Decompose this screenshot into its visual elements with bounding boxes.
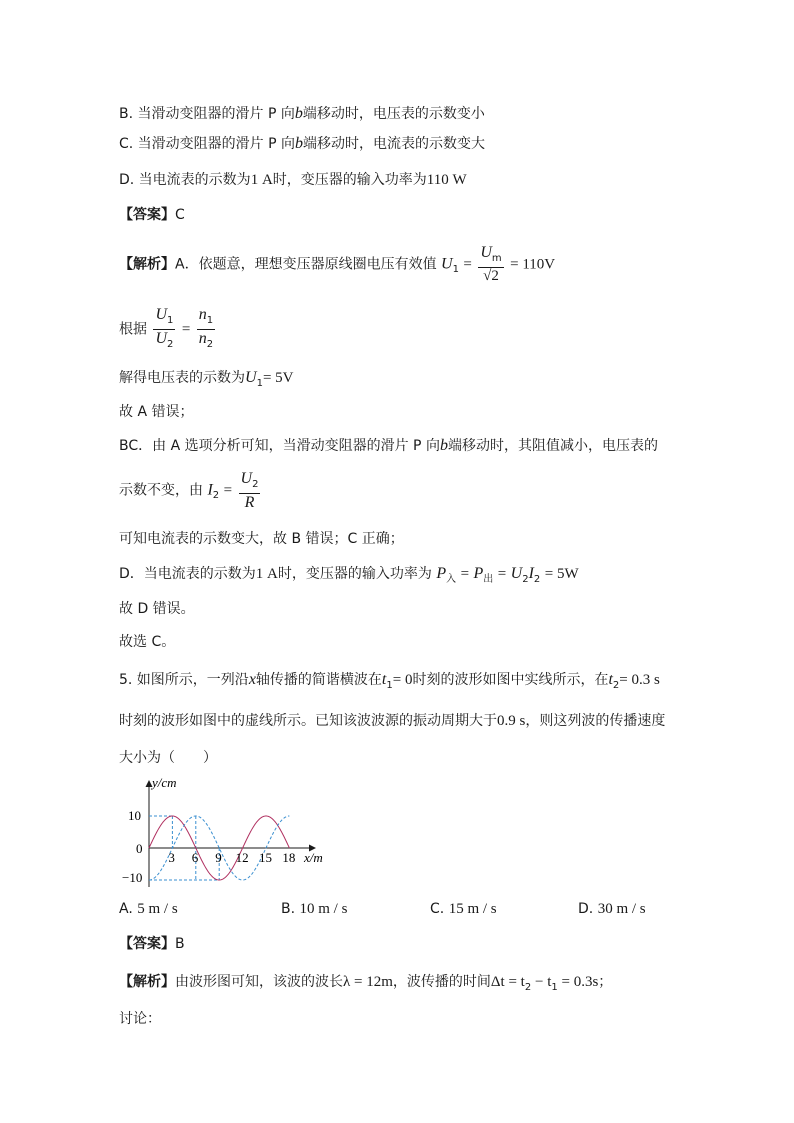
- power-value: 110 W: [426, 172, 467, 188]
- answer-value: B: [175, 936, 185, 952]
- by-text: 根据: [119, 321, 147, 338]
- option-d-statement: [119, 170, 467, 190]
- eq-sub: 2: [212, 490, 220, 502]
- choice-d-value: 30 m / s: [597, 901, 646, 917]
- answer-label: 【答案】: [119, 936, 175, 952]
- eq-sub: 2: [612, 679, 620, 691]
- choice-c-value: 15 m / s: [448, 901, 497, 917]
- eq-result: = 5W: [544, 566, 579, 582]
- answer-label: 【答案】: [119, 207, 175, 223]
- eq-equals: =: [497, 566, 507, 582]
- var-b: b: [295, 135, 304, 152]
- d-wrong-line: 故 D 错误。: [119, 601, 195, 617]
- analysis-a-text: A．依题意，理想变压器原线圈电压有效值: [175, 256, 437, 273]
- eq-value: = 0: [392, 672, 413, 688]
- q5-text: 时刻的波形如图中的虚线所示。已知该波波源的振动周期大于: [119, 713, 497, 729]
- analysis-a-line: [119, 244, 555, 287]
- eq-u: U: [240, 470, 253, 487]
- eq-value: = 0.3 s: [619, 672, 660, 688]
- q5-line3: 大小为（ ）: [119, 750, 217, 766]
- x-tick-9: 9: [215, 850, 222, 865]
- eq-p: P: [436, 565, 447, 582]
- option-d-text: D. 当电流表的示数为: [119, 172, 251, 188]
- eq-sub: 1: [386, 679, 393, 691]
- eq-sub: 1: [256, 377, 263, 389]
- choice-c[interactable]: [430, 901, 497, 918]
- eq-p: P: [473, 565, 484, 582]
- y-tick-0: 0: [136, 841, 143, 856]
- bc-end: 端移动时，其阻值减小，电压表的: [447, 438, 658, 454]
- current-value: 1 A: [255, 566, 278, 582]
- bc2-text: 示数不变，由: [119, 482, 203, 499]
- var-b: b: [439, 437, 448, 454]
- choice-b[interactable]: [281, 901, 347, 918]
- eq-sub: 2: [167, 338, 174, 350]
- x-tick-6: 6: [191, 850, 199, 865]
- eq-minus-t: − t: [531, 974, 552, 990]
- option-c-statement: [119, 134, 485, 154]
- d2-mid: 时，变压器的输入功率为: [277, 566, 432, 582]
- choice-a-label: A.: [119, 901, 133, 917]
- wave-graph: [110, 775, 350, 895]
- solve-text: 解得电压表的示数为: [119, 370, 245, 386]
- eq-sub: 1: [167, 314, 174, 326]
- q5-text: 轴传播的简谐横波在: [255, 672, 382, 688]
- analysis2-text: 由波形图可知，该波的波长: [175, 974, 343, 990]
- x-tick-18: 18: [282, 850, 296, 865]
- var-x: x: [248, 671, 256, 688]
- eq-u1: U: [245, 369, 257, 386]
- choice-a[interactable]: [119, 901, 178, 918]
- eq-sub: 入: [446, 573, 457, 585]
- option-b-end: 端移动时，电压表的示数变小: [302, 106, 485, 122]
- eq-result: = 0.3s: [557, 974, 599, 990]
- answer-line: [119, 205, 185, 225]
- option-b-statement: [119, 104, 485, 124]
- eq-result: = 5V: [262, 370, 294, 386]
- solve-line: [119, 368, 293, 394]
- option-c-end: 端移动时，电流表的示数变大: [303, 136, 486, 152]
- discuss-line: 讨论：: [119, 1011, 161, 1027]
- fraction-u2-r: [239, 470, 261, 511]
- fraction-um-root2: [478, 244, 503, 285]
- bc-text: BC．由 A 选项分析可知，当滑动变阻器的滑片 P 向: [119, 438, 440, 454]
- period-value: 0.9 s: [497, 713, 526, 729]
- choice-a-value: 5 m / s: [137, 901, 178, 917]
- x-tick-15: 15: [259, 850, 272, 865]
- bc3-line: 可知电流表的示数变大，故 B 错误；C 正确；: [119, 531, 404, 547]
- ratio-line: [119, 306, 217, 353]
- fraction-u1-u2: [153, 306, 175, 353]
- x-tick-12: 12: [235, 850, 249, 865]
- eq-result: = 110V: [510, 256, 556, 273]
- eq-u: U: [510, 565, 523, 582]
- analysis-label: 【解析】: [119, 256, 175, 273]
- y-axis-label: [150, 775, 177, 790]
- eq-sub: 2: [206, 338, 214, 350]
- eq-u: U: [155, 306, 168, 323]
- eq-equals: =: [460, 566, 470, 582]
- eq-n: n: [198, 306, 207, 323]
- eq-sub: 1: [206, 314, 214, 326]
- choose-line: 故选 C。: [119, 634, 176, 650]
- a-wrong-line: 故 A 错误；: [119, 404, 194, 420]
- eq-equals: =: [463, 256, 472, 273]
- x-axis-label: x/m: [304, 850, 323, 865]
- q5-text: ，则这列波的传播速度: [525, 713, 666, 729]
- option-d-mid: 时，变压器的输入功率为: [272, 172, 427, 188]
- eq-root2: √2: [483, 267, 499, 284]
- eq-um: U: [480, 244, 492, 261]
- x-tick-3: 3: [168, 850, 175, 865]
- analysis-label: 【解析】: [119, 974, 175, 990]
- answer2-line: [119, 934, 185, 954]
- d2-line: [119, 564, 579, 590]
- eq-sub: 2: [533, 573, 541, 585]
- var-b: b: [294, 105, 303, 122]
- eq-i2: I: [207, 481, 213, 499]
- eq-sub: 出: [483, 573, 494, 585]
- bc-line: [119, 436, 658, 456]
- answer-value: C: [175, 207, 185, 223]
- analysis2-end: ；: [598, 974, 613, 990]
- choice-c-label: C.: [430, 901, 445, 917]
- eq-i: I: [528, 565, 534, 582]
- analysis2-line: [119, 972, 612, 998]
- analysis2-text: ，波传播的时间: [392, 974, 491, 990]
- eq-u: U: [155, 329, 168, 347]
- current-value: 1 A: [250, 172, 273, 188]
- d2-text: D．当电流表的示数为: [119, 566, 256, 582]
- choice-d[interactable]: [578, 901, 646, 918]
- eq-t2: t: [608, 671, 613, 688]
- eq-sub: 2: [524, 981, 532, 993]
- eq-dt: Δt = t: [490, 974, 525, 990]
- q5-text: 5. 如图所示，一列沿: [119, 672, 249, 688]
- choice-b-label: B.: [281, 901, 296, 917]
- wavelength-value: λ = 12m: [343, 974, 393, 990]
- eq-t1: t: [381, 671, 387, 688]
- x-tick-labels: [168, 850, 295, 865]
- fraction-n1-n2: [197, 306, 215, 353]
- q5-text: 时刻的波形如图中实线所示，在: [412, 672, 609, 688]
- eq-n: n: [198, 329, 207, 347]
- q5-line1: [119, 670, 660, 696]
- eq-u1: U: [441, 255, 453, 273]
- y-tick-10: 10: [128, 808, 141, 823]
- bc2-line: [119, 470, 262, 516]
- choice-b-value: 10 m / s: [299, 901, 348, 917]
- eq-r: R: [244, 493, 255, 511]
- eq-sub: m: [491, 252, 502, 264]
- q5-line2: [119, 711, 665, 731]
- y-tick-minus-10: −10: [122, 870, 143, 885]
- eq-sub: 2: [252, 478, 259, 490]
- eq-equals: =: [223, 482, 233, 499]
- choice-d-label: D.: [578, 901, 594, 917]
- eq-sub: 1: [452, 264, 459, 276]
- eq-sub: 2: [522, 573, 529, 585]
- option-c-text: C. 当滑动变阻器的滑片 P 向: [119, 136, 296, 152]
- eq-equals: =: [181, 321, 191, 338]
- eq-sub: 1: [551, 981, 558, 993]
- y-axis-label-text: y/cm: [152, 775, 177, 790]
- option-b-text: B. 当滑动变阻器的滑片 P 向: [119, 106, 295, 122]
